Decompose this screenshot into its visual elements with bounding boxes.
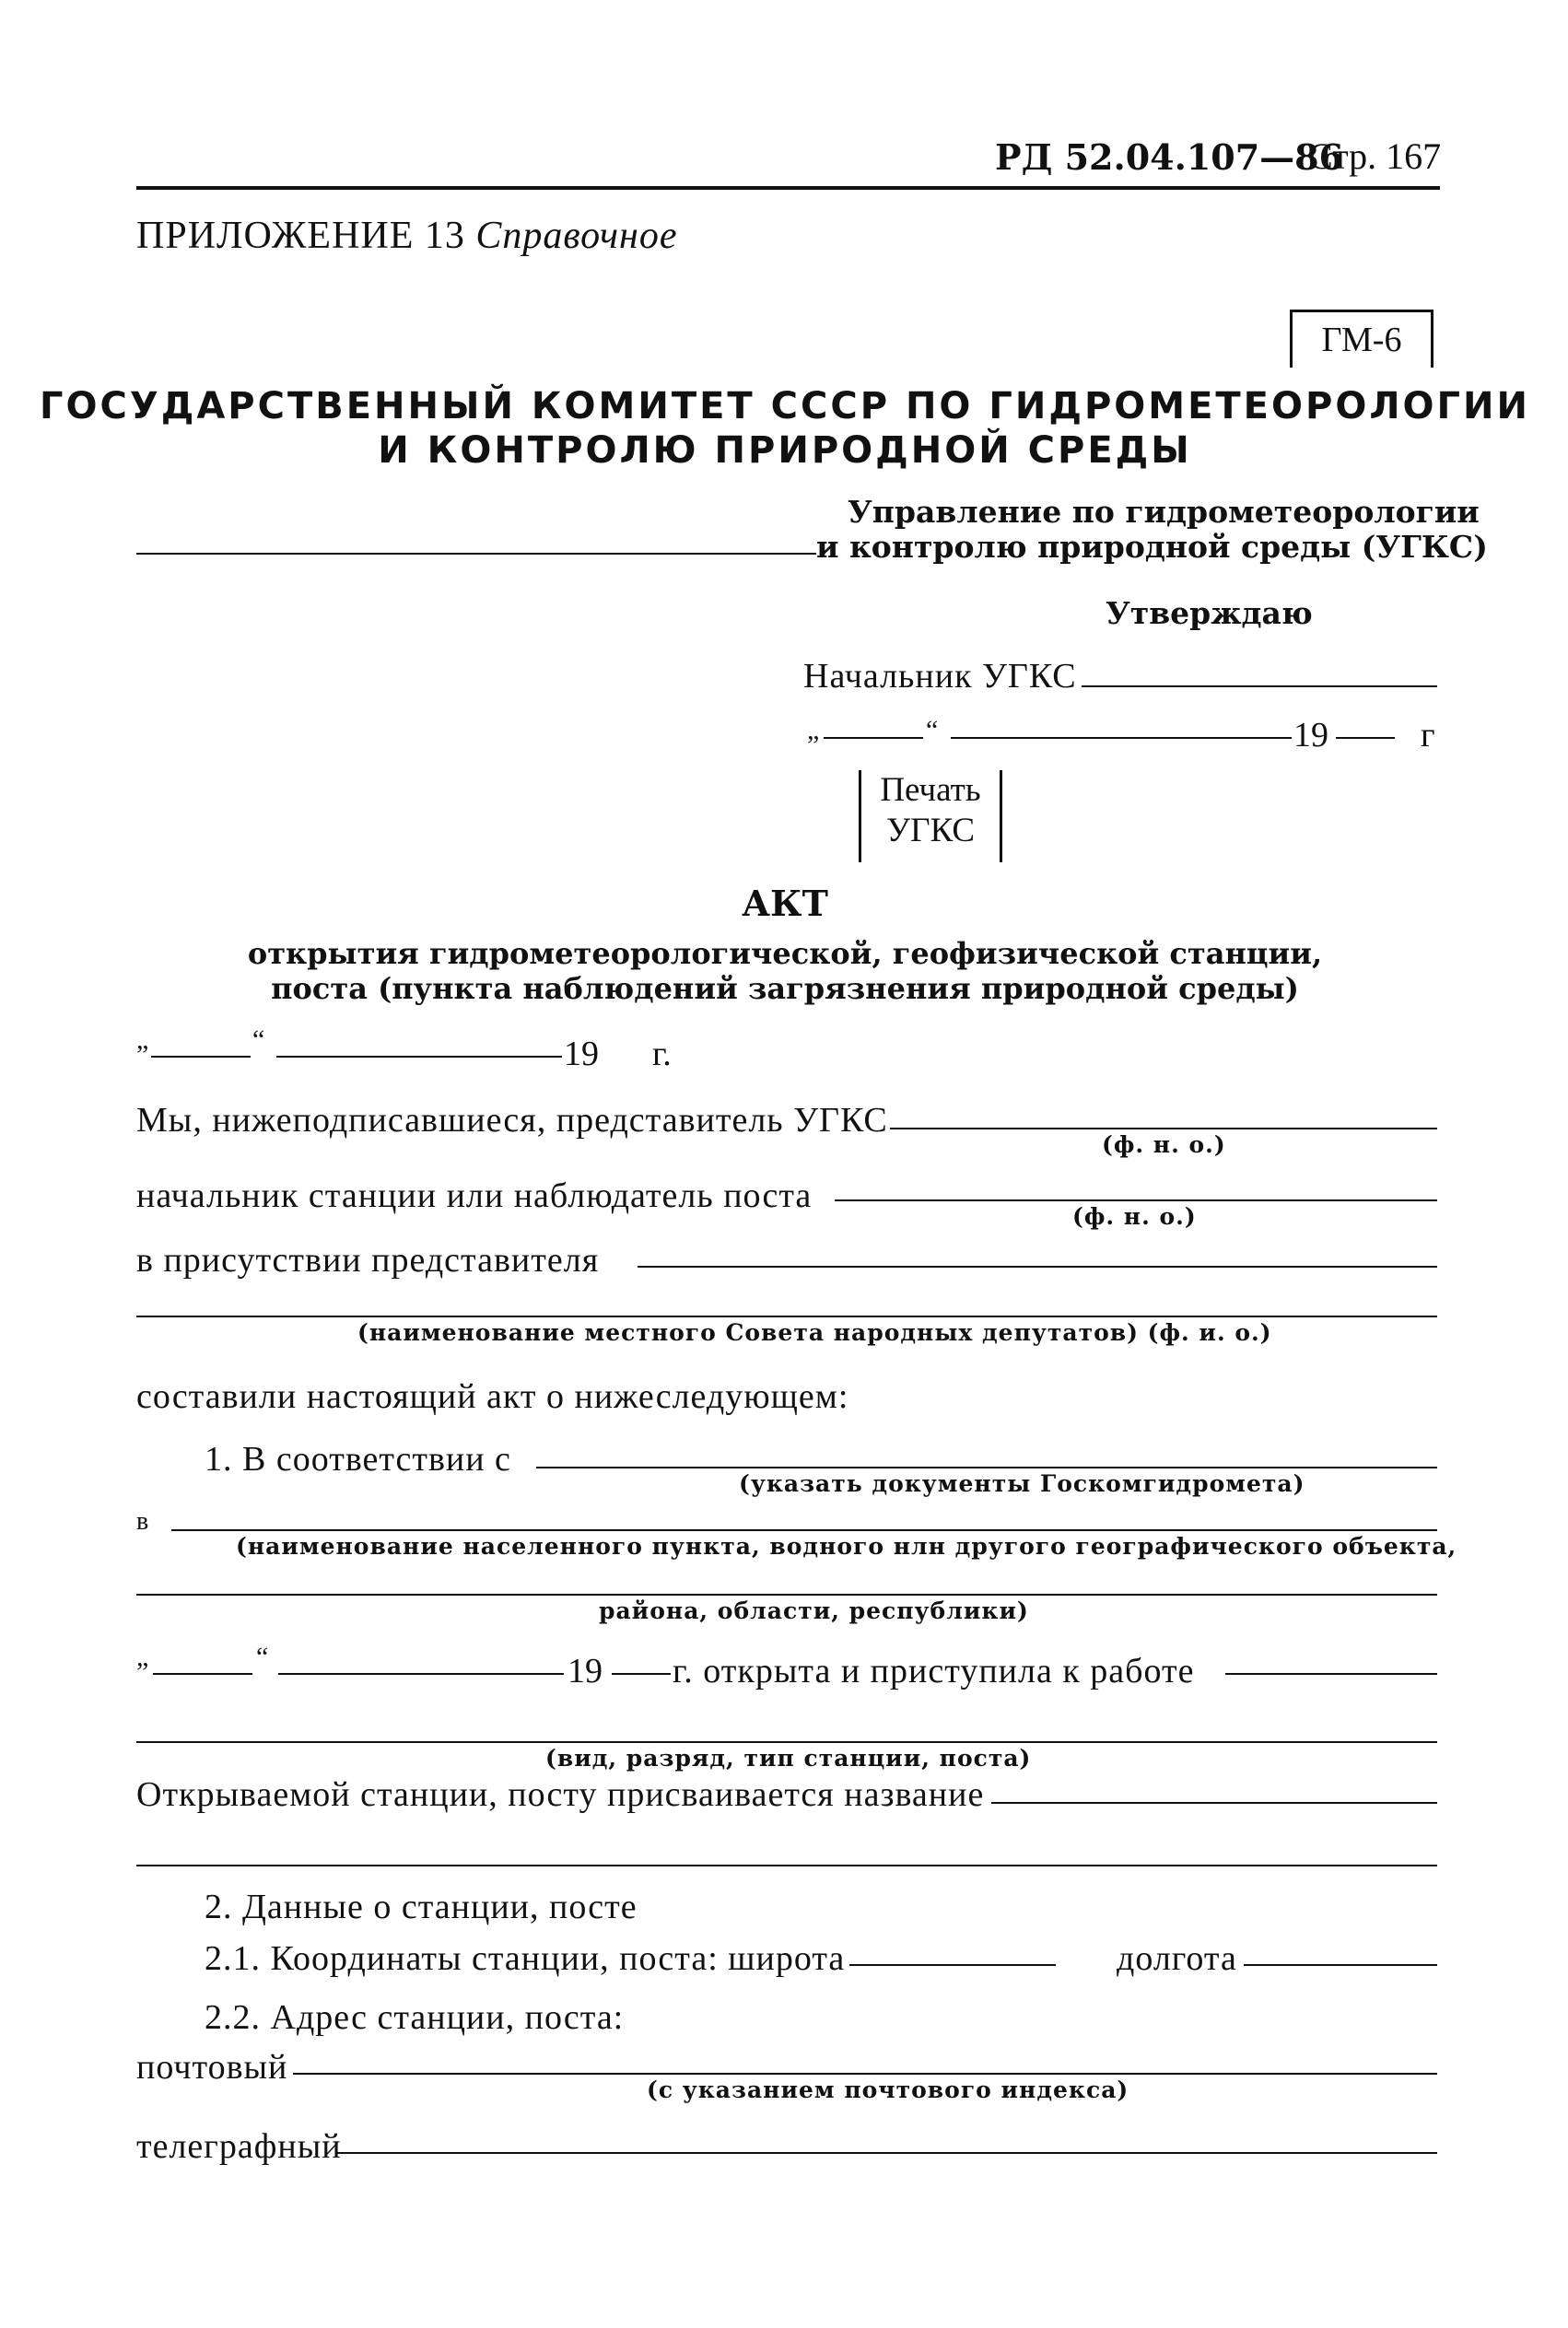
council-caption: (наименование местного Совета народных депутатов) (ф. и. о.) [357, 1319, 1272, 1346]
date-day-line[interactable] [151, 1056, 251, 1058]
fio-caption-1: (ф. н. о.) [1102, 1131, 1226, 1158]
presence-label: в присутствии представителя [136, 1241, 600, 1280]
department-line2: и контролю природной среды (УГКС) [816, 529, 1488, 565]
approve-label: Утверждаю [1106, 595, 1313, 631]
appendix-label [136, 214, 678, 258]
station-chief-fill-line[interactable] [835, 1199, 1437, 1201]
representative-fill-line[interactable] [890, 1128, 1437, 1129]
date-year-suffix: г. [652, 1035, 672, 1073]
seal-box [859, 770, 1002, 862]
telegraph-label: телеграфный [136, 2127, 342, 2166]
presence-fill-line[interactable] [638, 1266, 1437, 1268]
locality-caption: (наименование населенного пункта, водного нлн другого географического объекта, [236, 1533, 1457, 1560]
postal-label: почтовый [136, 2048, 288, 2087]
approval-quote-open: „ [807, 715, 820, 745]
approval-month-line[interactable] [951, 737, 1292, 739]
compiled-text: составили настоящий акт о нижеследующем: [136, 1377, 849, 1416]
chief-signature-line[interactable] [1082, 685, 1437, 687]
department-fill-line [136, 553, 816, 555]
postal-caption: (с указанием почтового индекса) [647, 2076, 1129, 2103]
appendix-type: Справочное [475, 215, 678, 257]
region-fill-line[interactable] [136, 1594, 1437, 1596]
name-fill-line-2[interactable] [136, 1865, 1437, 1866]
region-caption: района, области, республики) [599, 1597, 1029, 1624]
council-fill-line[interactable] [136, 1316, 1437, 1317]
docs-fill-line[interactable] [536, 1467, 1437, 1468]
date-quote-open: „ [136, 1024, 149, 1055]
item1-label: 1. В соответствии с [205, 1440, 511, 1479]
telegraph-fill-line[interactable] [337, 2152, 1437, 2154]
we-undersigned-label: Мы, нижеподписавшиеся, представитель УГКС [136, 1101, 888, 1140]
approval-quote-close: “ [926, 715, 939, 745]
approval-day-line[interactable] [824, 737, 923, 739]
item22-label: 2.2. Адрес станции, поста: [205, 1998, 625, 2037]
seal-line1: Печать [880, 771, 981, 809]
station-chief-label: начальник станции или наблюдатель поста [136, 1176, 813, 1215]
latitude-fill-line[interactable] [849, 1964, 1056, 1966]
date-quote-close: “ [252, 1024, 265, 1055]
chief-label: Начальник УГКС [803, 657, 1077, 696]
opened-fill-line[interactable] [1225, 1673, 1437, 1675]
open-quote-open: „ [136, 1642, 149, 1672]
fio-caption-2: (ф. н. о.) [1072, 1203, 1197, 1230]
opened-label: г. открыта и приступила к работе [673, 1652, 1195, 1690]
locality-fill-line[interactable] [171, 1529, 1437, 1531]
postal-fill-line[interactable] [293, 2073, 1437, 2075]
appendix-number: ПРИЛОЖЕНИЕ 13 [136, 215, 465, 257]
committee-title-line2: И КОНТРОЛЮ ПРИРОДНОЙ СРЕДЫ [378, 429, 1192, 472]
form-code-box [1290, 310, 1433, 368]
header-rule [136, 186, 1440, 190]
seal-line2: УГКС [885, 812, 976, 849]
approval-year-line[interactable] [1336, 737, 1395, 739]
department-line1: Управление по гидрометеорологии [848, 494, 1480, 530]
item21-label: 2.1. Координаты станции, поста: широта [205, 1939, 846, 1978]
open-year-line[interactable] [612, 1673, 671, 1675]
name-assigned-label: Открываемой станции, посту присваивается название [136, 1775, 985, 1814]
station-type-fill-line[interactable] [136, 1741, 1437, 1743]
station-type-caption: (вид, разряд, тип станции, поста) [545, 1745, 1032, 1772]
approval-year-suffix: г [1421, 716, 1435, 755]
act-subtitle-line1: открытия гидрометеорологической, геофизической станции, [247, 936, 1323, 971]
approval-year-prefix: 19 [1293, 716, 1328, 755]
in-label: в [136, 1507, 149, 1536]
name-fill-line[interactable] [991, 1802, 1437, 1804]
date-year: 19 [564, 1035, 599, 1073]
document-id: РД 52.04.107—86 [995, 136, 1344, 178]
item2-label: 2. Данные о станции, посте [205, 1888, 638, 1926]
docs-caption: (указать документы Госкомгидромета) [739, 1470, 1305, 1497]
committee-title-line1: ГОСУДАРСТВЕННЫЙ КОМИТЕТ СССР ПО ГИДРОМЕТЕОРОЛОГИИ [40, 385, 1530, 427]
open-day-line[interactable] [153, 1673, 252, 1675]
open-year: 19 [568, 1652, 603, 1690]
act-subtitle-line2: поста (пункта наблюдений загрязнения природной среды) [271, 971, 1299, 1006]
longitude-label: долгота [1117, 1939, 1237, 1978]
form-code: ГМ-6 [1321, 321, 1402, 359]
open-quote-close: “ [256, 1642, 269, 1672]
act-title: АКТ [742, 883, 828, 924]
longitude-fill-line[interactable] [1244, 1964, 1437, 1966]
page-number: Стр. 167 [1308, 135, 1442, 177]
date-month-line[interactable] [276, 1056, 562, 1058]
open-month-line[interactable] [278, 1673, 564, 1675]
